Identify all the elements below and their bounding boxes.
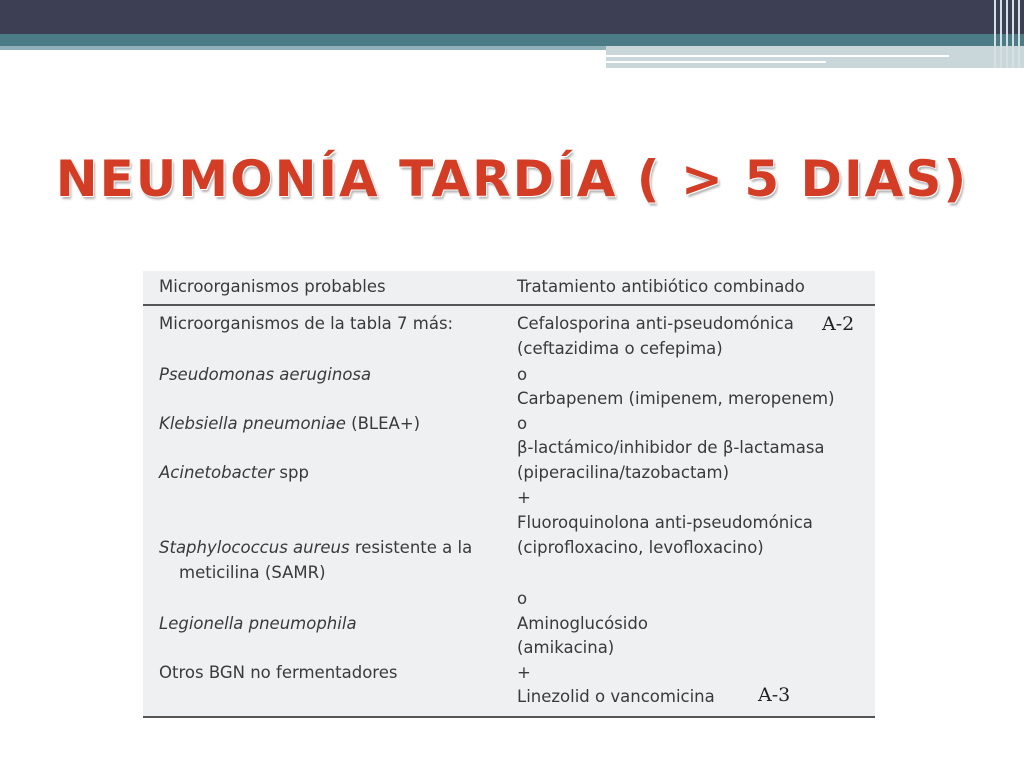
right-cell: (ciprofloxacino, levofloxacino)	[517, 538, 764, 557]
right-cell: β-lactámico/inhibidor de β-lactamasa	[517, 438, 825, 457]
top-light-bar	[0, 46, 606, 50]
left-cell: Acinetobacter spp	[159, 463, 309, 482]
top-teal-bar	[0, 34, 1024, 46]
right-cell: Fluoroquinolona anti-pseudomónica	[517, 513, 813, 532]
right-cell: Linezolid o vancomicina	[517, 687, 715, 706]
right-cell: o	[517, 365, 528, 384]
right-cell: (amikacina)	[517, 638, 615, 657]
top-dark-bar	[0, 0, 1024, 34]
right-cell: +	[517, 663, 531, 682]
slide-title: NEUMONÍA TARDÍA ( > 5 DIAS)	[55, 150, 969, 208]
left-cell: Otros BGN no fermentadores	[159, 663, 398, 682]
decorative-line	[606, 61, 826, 63]
left-cell: Klebsiella pneumoniae (BLEA+)	[159, 414, 421, 433]
right-cell: (ceftazidima o cefepima)	[517, 339, 723, 358]
right-cell: Carbapenem (imipenem, meropenem)	[517, 389, 835, 408]
annotation-a2: A-2	[822, 313, 855, 335]
right-cell: +	[517, 488, 531, 507]
treatment-table	[143, 271, 875, 718]
table-bottom-rule	[143, 716, 875, 718]
right-cell: Cefalosporina anti-pseudomónica	[517, 314, 794, 333]
top-right-block	[606, 46, 1024, 68]
left-cell: Staphylococcus aureus resistente a la	[159, 538, 473, 557]
table-header-right: Tratamiento antibiótico combinado	[517, 277, 805, 296]
right-cell: o	[517, 589, 528, 608]
left-cell: Legionella pneumophila	[159, 614, 357, 633]
right-decorative-lines	[990, 0, 1024, 68]
right-cell: Aminoglucósido	[517, 614, 648, 633]
table-header-left: Microorganismos probables	[159, 277, 386, 296]
table-header-rule	[143, 304, 875, 306]
left-cell: Pseudomonas aeruginosa	[159, 365, 372, 384]
annotation-a3: A-3	[758, 684, 791, 706]
right-cell: (piperacilina/tazobactam)	[517, 463, 730, 482]
left-cell: Microorganismos de la tabla 7 más:	[159, 314, 454, 333]
left-cell: meticilina (SAMR)	[179, 563, 326, 582]
right-cell: o	[517, 414, 528, 433]
decorative-line	[606, 55, 949, 57]
